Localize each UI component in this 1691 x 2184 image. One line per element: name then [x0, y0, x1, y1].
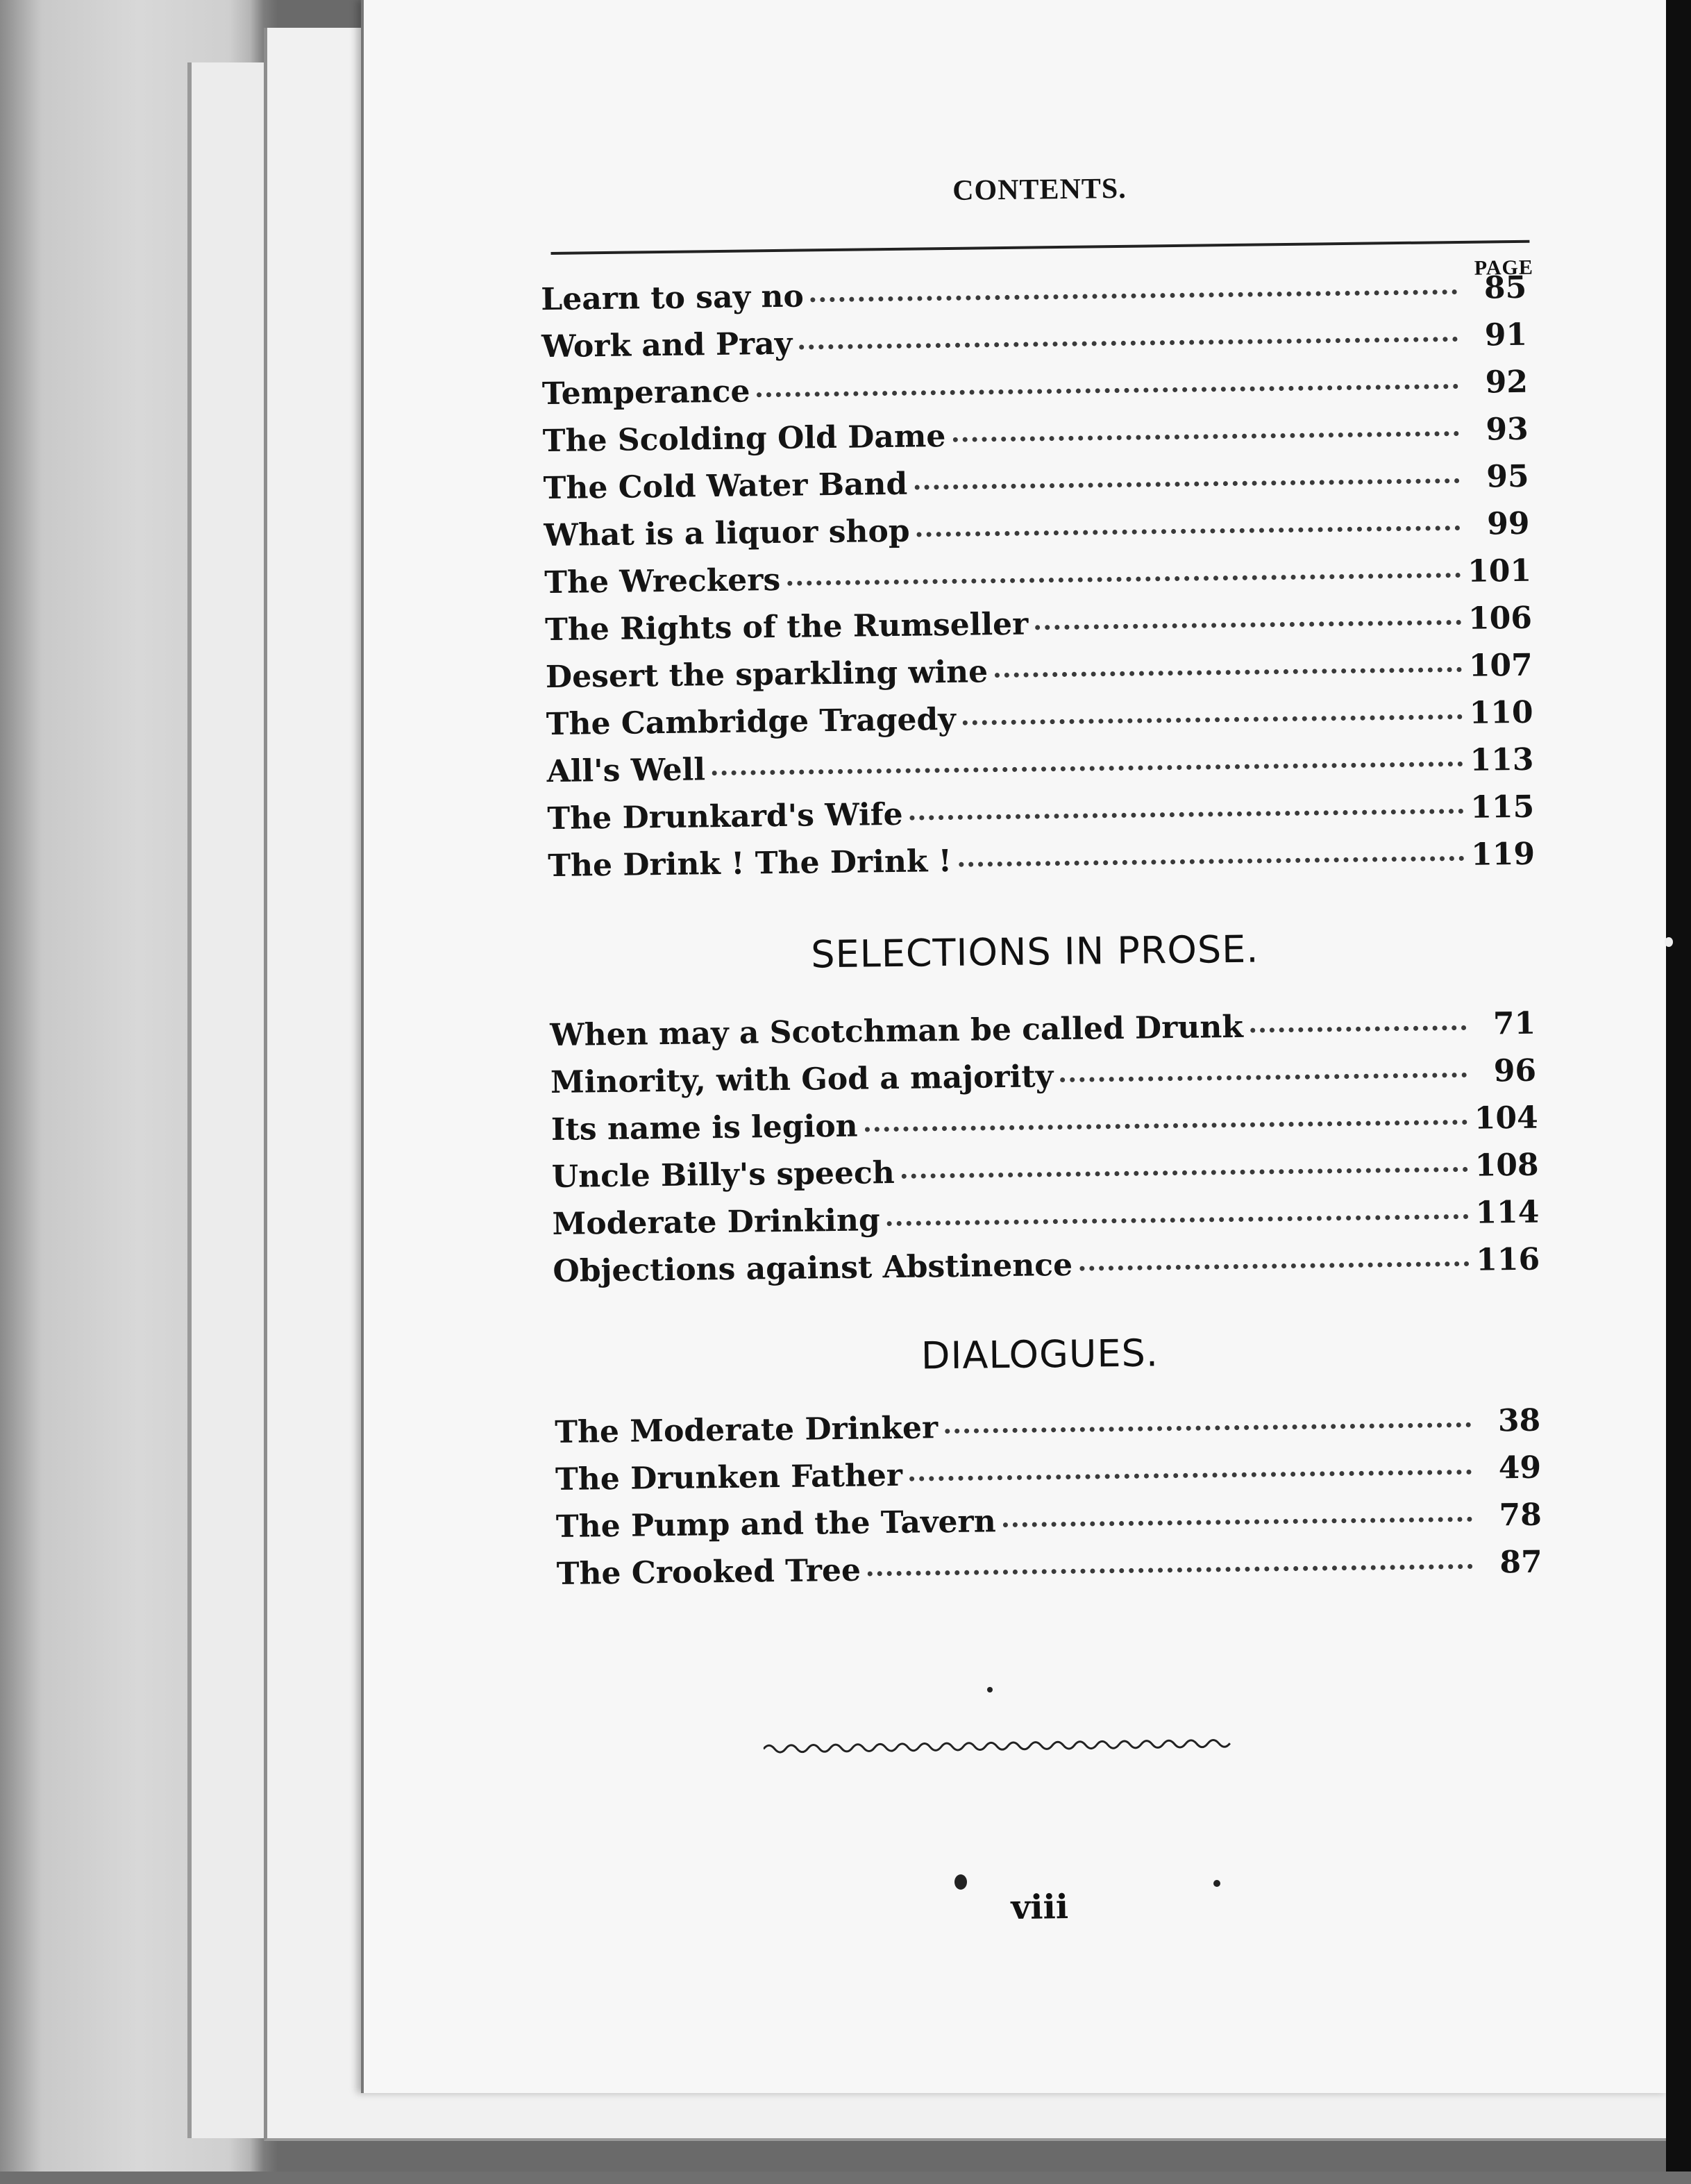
dialogues-heading: DIALOGUES. [920, 1331, 1159, 1378]
entry-title: The Cambridge Tragedy [546, 701, 957, 743]
prose-heading: SELECTIONS IN PROSE. [810, 927, 1259, 977]
contents-title: CONTENTS. [952, 172, 1127, 207]
entry-title: What is a liquor shop [544, 513, 910, 554]
dot-leader [887, 1214, 1469, 1226]
entry-page-number: 107 [1468, 647, 1533, 684]
entry-title: When may a Scotchman be called Drunk [549, 1009, 1244, 1054]
dot-leader [1079, 1261, 1469, 1271]
entry-page-number: 92 [1485, 364, 1529, 401]
dot-leader [865, 1120, 1467, 1132]
dot-leader [909, 1470, 1472, 1481]
entry-title: Moderate Drinking [552, 1202, 881, 1243]
dot-leader [1060, 1073, 1467, 1082]
dot-leader [917, 526, 1461, 537]
contents-list [541, 270, 1534, 896]
entry-title: The Drunken Father [555, 1457, 903, 1497]
dot-leader [945, 1422, 1471, 1434]
entry-title: The Rights of the Rumseller [544, 606, 1029, 648]
dot-leader [811, 289, 1458, 302]
entry-title: All's Well [546, 752, 706, 790]
entry-title: Learn to say no [541, 278, 805, 318]
entry-page-number: 113 [1470, 741, 1534, 778]
entry-page-number: 91 [1484, 317, 1528, 353]
prose-list [550, 1006, 1539, 1301]
dot-leader [995, 667, 1462, 678]
entry-page-number: 95 [1486, 458, 1529, 495]
dot-leader [1003, 1517, 1472, 1527]
dot-leader [1250, 1025, 1466, 1033]
dot-leader [910, 809, 1464, 821]
entry-page-number: 99 [1486, 505, 1530, 542]
entry-page-number: 49 [1498, 1450, 1542, 1486]
entry-page-number: 106 [1467, 600, 1533, 637]
entry-title: The Drink ! The Drink ! [547, 843, 952, 884]
entry-title: Minority, with God a majority [550, 1059, 1054, 1101]
dot-leader [952, 431, 1458, 442]
dot-leader [963, 714, 1463, 725]
entry-title: Temperance [541, 373, 750, 412]
entry-title: The Moderate Drinker [554, 1410, 939, 1451]
ink-speck [987, 1687, 993, 1692]
page-column-label: PAGE [1474, 255, 1534, 280]
entry-title: Desert the sparkling wine [545, 654, 988, 696]
page-folio: viii [1011, 1888, 1069, 1928]
entry-page-number: 93 [1486, 411, 1529, 448]
entry-page-number: 101 [1467, 553, 1532, 589]
entry-title: The Cold Water Band [543, 466, 908, 507]
dot-leader [914, 478, 1459, 490]
dot-leader [757, 384, 1458, 397]
ornamental-wavy-rule [764, 1733, 1236, 1759]
entry-title: Work and Pray [541, 326, 793, 365]
entry-page-number: 110 [1469, 694, 1533, 731]
entry-title: Its name is legion [550, 1108, 858, 1148]
dialogues-list [555, 1403, 1542, 1604]
ink-speck [1213, 1880, 1220, 1887]
entry-page-number: 104 [1474, 1100, 1539, 1136]
entry-title: Objections against Abstinence [553, 1247, 1073, 1290]
entry-title: The Pump and the Tavern [555, 1504, 996, 1545]
entry-page-number: 115 [1470, 789, 1535, 825]
dot-leader [1035, 620, 1461, 630]
entry-title: The Drunkard's Wife [547, 796, 903, 837]
dot-leader [712, 762, 1463, 775]
entry-title: Uncle Billy's speech [551, 1155, 895, 1195]
entry-page-number: 71 [1492, 1005, 1536, 1042]
entry-page-number: 108 [1474, 1147, 1539, 1184]
entry-page-number: 116 [1476, 1241, 1540, 1278]
entry-page-number: 87 [1499, 1544, 1542, 1581]
entry-page-number: 96 [1493, 1052, 1537, 1089]
title-rule [551, 240, 1530, 255]
entry-page-number: 78 [1499, 1497, 1542, 1534]
dot-leader [868, 1564, 1473, 1577]
ink-speck [954, 1874, 967, 1890]
entry-title: The Wreckers [544, 562, 781, 601]
entry-title: The Crooked Tree [556, 1552, 861, 1592]
dot-leader [787, 573, 1461, 586]
entry-page-number: 38 [1497, 1402, 1541, 1439]
entry-page-number: 85 [1483, 269, 1527, 306]
ink-speck [1665, 937, 1673, 947]
entry-title: The Scolding Old Dame [542, 419, 946, 460]
dot-leader [902, 1167, 1468, 1179]
dot-leader [799, 337, 1458, 350]
entry-page-number: 119 [1470, 836, 1536, 873]
entry-page-number: 114 [1475, 1194, 1540, 1231]
dot-leader [959, 856, 1464, 867]
